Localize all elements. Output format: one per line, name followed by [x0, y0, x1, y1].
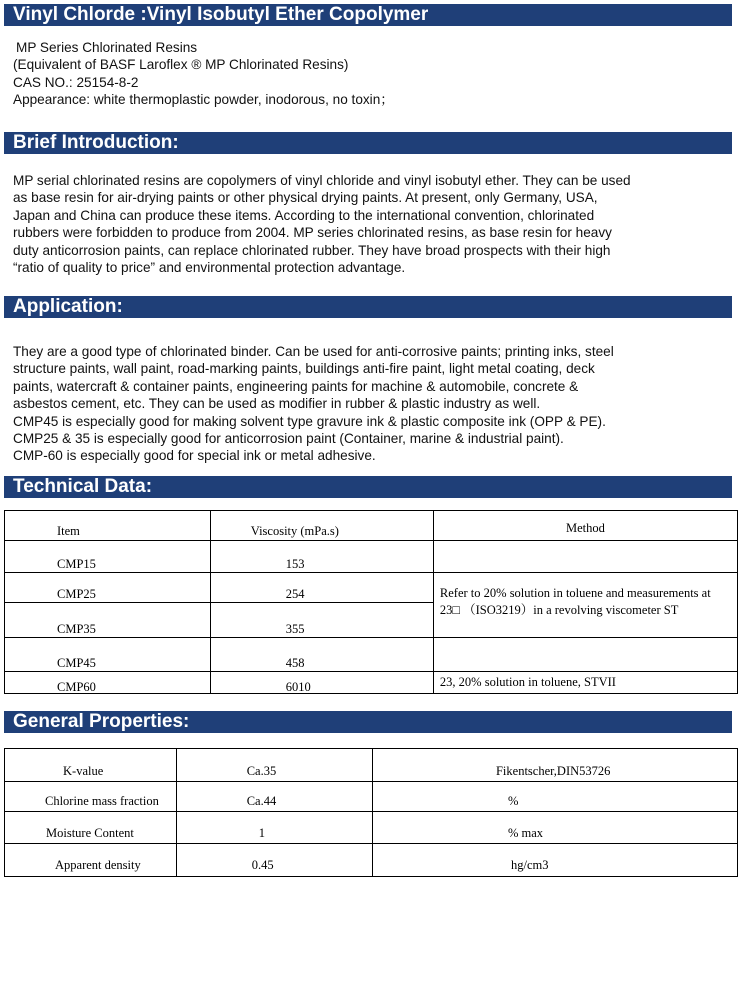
intro-line: “ratio of quality to price” and environmental protection advantage.	[13, 260, 406, 276]
property-name-cell: Chlorine mass fraction	[5, 782, 177, 812]
column-header-method: Method	[433, 511, 737, 541]
item-cell: CMP15	[5, 541, 211, 573]
intro-line: Japan and China can produce these items. According to the international convention, chlorinated	[13, 207, 595, 223]
method-text-line: Refer to 20% solution in toluene and measurements at	[439, 586, 711, 600]
property-name-cell: K-value	[5, 749, 177, 782]
table-row	[5, 812, 738, 844]
method-cell-combined	[433, 573, 737, 638]
section-heading-introduction: Brief Introduction:	[4, 132, 732, 154]
viscosity-cell: 6010	[210, 672, 433, 694]
application-line: CMP25 & 35 is especially good for anticorrosion paint (Container, marine & industrial paint).	[13, 431, 564, 447]
property-note-cell: % max	[372, 812, 737, 844]
table-row	[5, 844, 738, 877]
cas-number-line: CAS NO.: 25154-8-2	[13, 74, 139, 90]
introduction-text	[13, 172, 703, 276]
application-line: paints, watercraft & container paints, engineering paints for machine & automobile, concrete &	[13, 378, 579, 394]
property-value-cell: Ca.44	[176, 782, 372, 812]
table-row	[5, 672, 738, 694]
table-row	[5, 638, 738, 672]
item-cell: CMP25	[5, 573, 211, 603]
technical-data-table	[4, 510, 738, 694]
method-cell	[433, 541, 737, 573]
table-row	[5, 573, 738, 603]
general-properties-table	[4, 748, 738, 877]
intro-line: MP serial chlorinated resins are copolymers of vinyl chloride and vinyl isobutyl ether. They can be used	[13, 173, 631, 188]
method-text-line: 23□ （ISO3219）in a revolving viscometer ST	[439, 603, 679, 617]
property-note-cell: Fikentscher,DIN53726	[372, 749, 737, 782]
property-name-cell: Apparent density	[5, 844, 177, 877]
application-line: structure paints, wall paint, road-marking paints, buildings anti-fire paint, light metal coating, deck	[13, 361, 595, 377]
table-row	[5, 541, 738, 573]
section-heading-general-properties: General Properties:	[4, 711, 732, 733]
item-cell: CMP45	[5, 638, 211, 672]
document-title: Vinyl Chlorde :Vinyl Isobutyl Ether Copolymer	[4, 4, 732, 26]
application-line: They are a good type of chlorinated binder. Can be used for anti-corrosive paints; printing inks, steel	[13, 344, 614, 359]
viscosity-cell: 458	[210, 638, 433, 672]
property-value-cell: 1	[176, 812, 372, 844]
product-series-line: MP Series Chlorinated Resins	[16, 40, 198, 55]
product-info	[13, 39, 703, 109]
property-name-cell: Moisture Content	[5, 812, 177, 844]
intro-line: as base resin for air-drying paints or other physical drying paints. At present, only Germany, USA,	[13, 190, 598, 206]
section-heading-technical-data: Technical Data:	[4, 476, 732, 498]
viscosity-cell: 153	[210, 541, 433, 573]
property-note-cell: hg/cm3	[372, 844, 737, 877]
table-row	[5, 782, 738, 812]
table-row	[5, 749, 738, 782]
table-header-row	[5, 511, 738, 541]
property-value-cell: 0.45	[176, 844, 372, 877]
equivalent-line: (Equivalent of BASF Laroflex ® MP Chlorinated Resins)	[13, 57, 349, 73]
property-value-cell: Ca.35	[176, 749, 372, 782]
section-heading-application: Application:	[4, 296, 732, 318]
application-text	[13, 343, 703, 465]
viscosity-cell: 355	[210, 603, 433, 638]
method-cell-cmp60: 23, 20% solution in toluene, STVII	[433, 672, 737, 694]
application-line: asbestos cement, etc. They can be used as modifier in rubber & plastic industry as well.	[13, 396, 541, 412]
column-header-item: Item	[5, 511, 211, 541]
item-cell: CMP35	[5, 603, 211, 638]
property-note-cell: %	[372, 782, 737, 812]
intro-line: duty anticorrosion paints, can replace chlorinated rubber. They have broad prospects with their high	[13, 242, 611, 258]
application-line: CMP45 is especially good for making solvent type gravure ink & plastic composite ink (OPP & PE).	[13, 413, 606, 429]
method-cell	[433, 638, 737, 672]
viscosity-cell: 254	[210, 573, 433, 603]
appearance-line: Appearance: white thermoplastic powder, inodorous, no toxin；	[13, 92, 394, 108]
intro-line: rubbers were forbidden to produce from 2004. MP series chlorinated resins, as base resin for heavy	[13, 225, 612, 241]
column-header-viscosity: Viscosity (mPa.s)	[210, 511, 433, 541]
item-cell: CMP60	[5, 672, 211, 694]
application-line: CMP-60 is especially good for special ink or metal adhesive.	[13, 448, 376, 464]
